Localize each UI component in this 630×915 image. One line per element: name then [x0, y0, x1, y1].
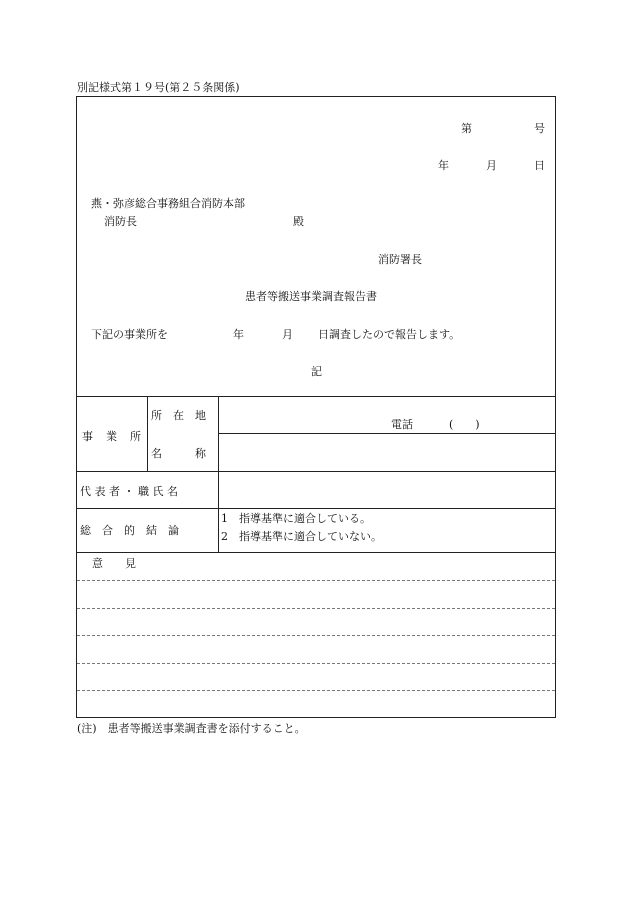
opinion-writing-line: [77, 635, 555, 636]
date-day: 日: [534, 159, 545, 172]
label-value-column-divider: [218, 396, 219, 552]
location-label: 所 在 地: [151, 409, 206, 422]
addressee-title: 消防長: [104, 215, 137, 228]
body-text-year: 年: [233, 328, 244, 341]
date-year: 年: [438, 159, 449, 172]
form-caption: 別記様式第１９号(第２５条関係): [77, 81, 240, 94]
footnote: (注) 患者等搬送事業調査書を添付すること。: [77, 722, 306, 735]
body-text-prefix: 下記の事業所を: [91, 328, 168, 341]
table-top-divider: [76, 396, 556, 397]
conclusion-label: 総 合 的 結 論: [80, 524, 179, 537]
record-mark: 記: [311, 365, 322, 378]
phone-parens: ( ): [449, 418, 480, 431]
date-month: 月: [486, 159, 497, 172]
report-form: [76, 96, 556, 718]
opinion-writing-line: [77, 663, 555, 664]
representative-row-divider: [76, 471, 556, 472]
opinion-writing-line: [77, 580, 555, 581]
phone-label: 電話: [391, 418, 413, 431]
opinion-label: 意 見: [92, 557, 136, 570]
number-suffix: 号: [534, 122, 545, 135]
conclusion-option-2: 2 指導基準に適合していない。: [221, 530, 382, 543]
opinion-row-divider: [76, 552, 556, 553]
addressee-honorific: 殿: [293, 215, 304, 228]
conclusion-row-divider: [76, 508, 556, 509]
office-row-divider: [218, 433, 556, 434]
representative-label: 代 表 者 ・ 職 氏 名: [80, 485, 178, 498]
name-label: 名 称: [151, 447, 206, 460]
document-title: 患者等搬送事業調査報告書: [245, 290, 377, 303]
opinion-writing-line: [77, 690, 555, 691]
addressee-organization: 燕・弥彦総合事務組合消防本部: [91, 197, 245, 210]
number-prefix: 第: [461, 122, 472, 135]
sender-title: 消防署長: [378, 253, 422, 266]
opinion-writing-line: [77, 608, 555, 609]
body-text-suffix: 日調査したので報告します。: [318, 328, 461, 341]
office-label-column-divider: [147, 396, 148, 471]
office-label: 事 業 所: [82, 430, 142, 443]
body-text-month: 月: [282, 328, 293, 341]
conclusion-option-1: 1 指導基準に適合している。: [221, 512, 371, 525]
